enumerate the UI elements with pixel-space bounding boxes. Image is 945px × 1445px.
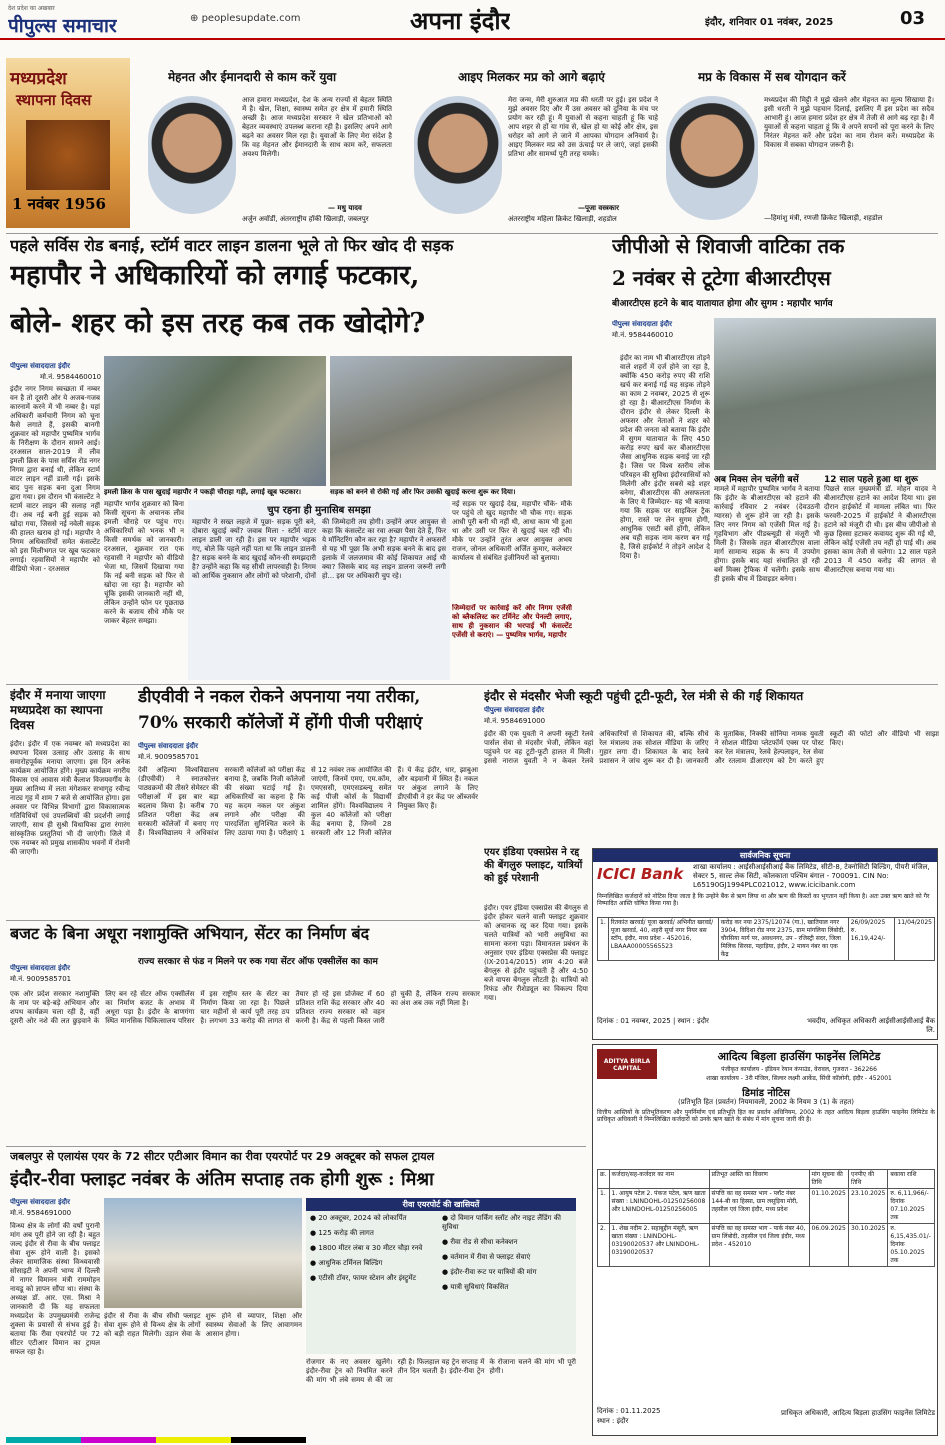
brts-photo xyxy=(714,318,936,470)
website-text: peoplesupdate.com xyxy=(201,13,301,24)
icici-row-npa: 11/04/2025 xyxy=(895,918,935,961)
icici-notice xyxy=(592,848,938,1040)
aditya-row1-demand-date: 01.10.2025 xyxy=(809,1189,849,1224)
aditya-col-name: कर्जदार/सह-कर्जदार का नाम xyxy=(609,1170,709,1189)
davv-byline xyxy=(138,742,248,751)
quote3-by: —हिमांशु मंत्री, रणजी क्रिकेट खिलाड़ी, शहडोल xyxy=(764,214,883,222)
lead-caption-1: इमली क्रिस के पास खुदाई महापौर ने पकड़ी चौराहा गड़ी, लगाई खूब फटकार। xyxy=(104,488,302,496)
mp-day-date: 1 नवंबर 1956 xyxy=(12,195,106,213)
rewa-body: विन्ध्य क्षेत्र के लोगों की वर्षों पुरानी मांग अब पूरी होने जा रही है। बहुत जल्द इंदौर से रीवा के बीच फ्लाइट सेवा शुरू होने वाली है। इसको लेकर सामाजिक संस्था विन्ध्यवासी सोसाइटी ने अपनी भाग्य में दिल्ली में नागर विमानन मंत्री राममोहन नायडू को ज्ञापन सौंपा था। संस्था के अध्यक्ष डॉ. आर. एस. मिश्रा ने जानकारी दी कि यह सफलता मध्यप्रदेश के उपमुख्यमंत्री राजेन्द्र शुक्ला के प्रयासों से संभव हुई है। बताया कि रीवा एयरपोर्ट पर 72 सीटर एटीआर विमान का ट्रायल सफल रहा है। xyxy=(10,1222,100,1356)
aditya-date: दिनांक : 01.11.2025 xyxy=(597,1407,661,1415)
mp-day-story-headline: इंदौर में मनाया जाएगा मध्यप्रदेश का स्थापना दिवस xyxy=(10,688,106,732)
quote2-photo xyxy=(414,96,502,214)
lead-mayor-quote: जिम्मेदारों पर कार्रवाई करें और निगम एजेंसी को ब्लैकलिस्ट कर टर्मिनेट और पेनल्टी लगाए, साथ ही नुकसान की भरपाई भी कंसल्टेंट एजेंसी से कराएं। — पुष्यमित्र भार्गव, महापौर xyxy=(452,604,572,639)
brts-mix-lane-title: अब मिक्स लेन चलेंगी बसें xyxy=(714,475,799,485)
rewa-kicker: जबलपुर से एलायंस एयर के 72 सीटर एटीआर विमान का रीवा एयरपोर्ट पर 29 अक्टूबर को सफल ट्रायल xyxy=(10,1150,435,1163)
brts-subhead: बीआरटीएस हटने के बाद यातायात होगा और सुगम : महापौर भार्गव xyxy=(612,299,833,309)
list-item-text: एटीसी टॉवर, फायर स्टेशन और इंस्ट्रूमेंट xyxy=(318,1274,417,1282)
brts-history-text: पिछले साल मुख्यमंत्री डॉ. मोहन यादव ने बीआरटीएस हटाने का आदेश दिया था। इस दौरान हाईकोर्ट में मामला लंबित था। फिर फरवरी-2025 में हाईकोर्ट ने बीआरटीएस हटाने को मंजूरी दी थी। इस बीच जीपीओ से कुछ हिस्सा हटाकर कवायद शुरू की गई थी, लेकिन कोई एजेंसी तय नहीं हो पाई थी। अब इसका काम तेजी से चलेगा। 12 साल पहले 2013 में 450 करोड़ की लागत से बीआरटीएस बनाया गया था। xyxy=(824,485,936,574)
rewa-bottom-text: रोजगार के नए अवसर खुलेंगे। इंदौर-रीवा ट्रेन को नियमित करने की मांग भी लंबे समय से की जा रही है। फिलहाल यह ट्रेन सप्ताह में तीन दिन चलती है। इंदौर-रीवा ट्रेन के रोजाना चलने की मांग भी पूरी होगी। xyxy=(306,1358,576,1384)
air-india-body: इंदौर। एयर इंडिया एक्सप्रेस की बेंगलुरु से इंदौर होकर चलने वाली फ्लाइट शुक्रवार को अचानक रद्द कर दिया गया। इसके चलते यात्रियों को भारी असुविधा का सामना करना पड़ा। विमानतल प्रबंधन के अनुसार एयर इंडिया एक्सप्रेस की फ्लाइट (IX-2014/2015) शाम 4:20 बजे बेंगलुरु से इंदौर पहुंचती है और 4:50 बजे वापस बेंगलुरु लौटती है। यात्रियों को रिफंड और रीशेड्यूल का विकल्प दिया गया। xyxy=(484,904,588,1002)
quote2-text: मेरा जन्म, मेरी शुरुआत मप्र की धरती पर हुई। इस प्रदेश ने मुझे अवसर दिए और मैं उस अवसर को दुनिया के मंच पर प्रयोग कर रही हूं। मैं युवाओं से कहना चाहती हूं कि चाहे आप शहर से हों या गांव से, खेल हो या कोई और क्षेत्र, इस धरोहर को आगे ले जाने में आपका योगदान अनिवार्य है। आइए मिलकर मप्र को उस ऊंचाई पर ले जाएं, जहां इसकी प्रतिभा और सामर्थ्य पूरी तरह चमके। xyxy=(508,96,658,158)
issue-date: इंदौर, शनिवार 01 नवंबर, 2025 xyxy=(705,17,834,28)
tiger-emblem-icon xyxy=(26,120,110,190)
lead-photo-1 xyxy=(104,356,326,486)
rewa-airport-photo xyxy=(104,1198,302,1308)
lead-headline-1: महापौर ने अधिकारियों को लगाई फटकार, xyxy=(10,260,420,291)
aditya-row1-amount: रु. 6,11,966/- दिनांक 07.10.2025 तक xyxy=(888,1189,935,1224)
scooty-byline-name: पीपुल्स संवाददाता xyxy=(484,706,530,714)
davv-headline-1: डीएवीवी ने नकल रोकने अपनाया नया तरीका, xyxy=(138,687,421,707)
list-item-text: 1800 मीटर लंबा व 30 मीटर चौड़ा रनवे xyxy=(318,1244,423,1252)
aditya-birla-notice xyxy=(592,1044,938,1436)
rewa-headline: इंदौर-रीवा फ्लाइट नवंबर के अंतिम सप्ताह तक होगी शुरू : मिश्रा xyxy=(10,1169,434,1190)
aditya-col-asset: प्रतिभूत आस्ति का विवरण xyxy=(709,1170,809,1189)
list-item: ● दो विमान पार्किंग स्लॉट और नाइट लैंडिंग की सुविधा xyxy=(442,1214,561,1231)
aditya-row2-no: 2. xyxy=(598,1224,610,1267)
lead-body-col1: इंदौर नगर निगम स्वच्छता में नम्बर वन है तो दूसरी ओर ये अजब-गजब कारनामें करने में भी नम्बर है। यहां अधिकारी कर्मचारी निगम को चूना कैसे लगाते हैं, इसकी बानगी शुक्रवार को महापौर पुष्यमित्र भार्गव के निरीक्षण के दौरान सामने आई। दरअसल साल-2019 में लीव इमली क्रिस के पास सर्विस रोड नगर निगम द्वारा बनाई थी, लेकिन स्टार्म वाटर लाइन नहीं डाली गई। इसके बाद पुनः सड़क बना दुआ निगम द्वारा गया। इस दौरान भी कंसल्टेंट ने स्टार्म वाटर लाइन की सलाह नहीं दी। अब नई बनी हुई सड़क को खोदा गया, जिससे नई नवेली सड़क की हालत खराब हो गई। महापौर ने निगम अधिकारियों समेत कंसल्टेंट को इस मिलीभगत पर खूब फटकार लगाई। रहवासियों ने महापौर को वीडियो भेजा - दरअसल xyxy=(10,385,100,573)
aditya-signature: प्राधिकृत अधिकारी, आदित्य बिड़ला हाउसिंग फाइनेंस लिमिटेड xyxy=(780,1409,935,1417)
aditya-col-amount: बकाया राशि xyxy=(888,1170,935,1189)
quote1-title: मेहनत और ईमानदारी से काम करें युवा xyxy=(168,70,337,84)
website-link[interactable] xyxy=(190,13,300,24)
aditya-row2-demand-date: 06.09.2025 xyxy=(809,1224,849,1267)
brts-headline-2: 2 नवंबर से टूटेगा बीआरटीएस xyxy=(612,266,831,290)
aditya-row1-name: 1. आयुष पटेल 2. पंकज पटेल, ऋण खाता संख्या : LNINDOHL-01250256008 और LNINDOHL-01250256005 xyxy=(609,1189,709,1224)
icici-footer: दिनांक : 01 नवम्बर, 2025 | स्थान : इंदौर xyxy=(597,1017,709,1025)
aditya-row2-amount: रु. 6,15,435.01/- दिनांक 05.10.2025 तक xyxy=(888,1224,935,1267)
nasha-mobile: मो.नं. 9009585701 xyxy=(10,975,72,983)
aditya-notice-type: डिमांड नोटिस xyxy=(742,1088,790,1099)
list-item-text: 20 अक्टूबर, 2024 को लोकार्पित xyxy=(318,1214,407,1222)
brts-history-title: 12 साल पहले हुआ था शुरू xyxy=(824,475,918,485)
aditya-row2-asset: संपत्ति का वह समस्त भाग - पार्क नंबर 40, ग्राम लिंबोदी, तहसील एवं जिला इंदौर, मध्य प्रदेश - 452010 xyxy=(709,1224,809,1267)
scooty-mobile: मो.नं. 9584691000 xyxy=(484,717,546,725)
lead-sidebox-title: चुप रहना ही मुनासिब समझा xyxy=(267,505,371,516)
icici-address: शाखा कार्यालय : आईसीआईसीआई बैंक लिमिटेड, सीटी-8, टेक्नोसिटी बिल्डिंग, पीयरी मंजिल, सेक्टर 5, साल्ट लेक सिटी, कोलकाता पश्चिम बंगाल - 700091. CIN No: L65190GJ1994PLC021012, www.icicibank.com xyxy=(693,863,930,889)
aditya-row1-asset: संपत्ति का वह समस्त भाग - प्लॉट नंबर 144-बी का हिस्सा, ग्राम लसूड़िया मोरी, तहसील एवं जिला इंदौर, मध्य प्रदेश xyxy=(709,1189,809,1224)
list-item: ● इंदौर-रीवा रूट पर यात्रियों की मांग xyxy=(442,1268,537,1276)
rewa-facts-list xyxy=(310,1214,436,1289)
mp-day-story-body: इंदौर। इंदौर में एक नवम्बर को मध्यप्रदेश का स्थापना दिवस उत्साह और उत्साह के साथ समारोहपूर्वक मनाया जाएगा। इस दिन अनेक कार्यक्रम आयोजित होंगे। मुख्य कार्यक्रम नगरीय विकास एवं आवास मंत्री कैलाश विजयवर्गीय के मुख्य आतिथ्य में लता मंगेशकर सभागृह रवीन्द्र नाट्य गृह में शाम 7 बजे से आयोजित होगा। इस अवसर पर विभिन्न विभागों द्वारा विकासात्मक गतिविधियों एवं उपलब्धियों की प्रदर्शनी लगाई जाएगी, साथ ही सुश्री विधायिका द्वारा रंगारंग सांस्कृतिक प्रस्तुतियां भी दी जाएंगी। जिले में एक नवम्बर को प्रमुख शासकीय भवनों में रोशनी की जाएगी। xyxy=(10,740,130,856)
list-item: ● 1800 मीटर लंबा व 30 मीटर चौड़ा रनवे xyxy=(310,1244,423,1252)
icici-row-address: करोड़ कर नया 2375/12074 (गा.), खातियाल नगर 3904, विदिशा रोड नगर 2375, ग्राम मांगलिया लिंबोदी, चौरसिया मार्ग पर, अवधनगर, उप - रजिस्ट्री सदर, जिला मिलिक सिरसा, पहाड़िया, इंदौर, 2 मायन नंबर का एक केंद्र xyxy=(718,918,848,961)
list-item-text: वर्तमान में रीवा से फ्लाइट सेवाएं xyxy=(450,1253,531,1261)
davv-mobile: मो.नं. 9009585701 xyxy=(138,753,200,761)
nasha-body: एक ओर प्रदेश सरकार नशामुक्ति के नाम पर बड़े-बड़े अभियान और शपथ कार्यक्रम चला रही है, वहीं दूसरी ओर नशे की लत छुड़वाने के लिए बन रहे सेंटर ऑफ एक्सीलेंस का निर्माण बजट के अभाव में अधूरा पड़ा है। इंदौर के बाणगंगा स्थित मानसिक चिकित्सालय परिसर में इस राष्ट्रीय स्तर के सेंटर का निर्माण किया जा रहा है। पिछले चार महीनों से कार्य पूरी तरह ठप है। लगभग 33 करोड़ की लागत से तैयार हो रहे इस प्रोजेक्ट में 60 प्रतिशत राशि केंद्र सरकार और 40 प्रतिशत राज्य सरकार को वहन करनी है। केंद्र से पहली किस्त जारी हो चुकी है, लेकिन राज्य सरकार का अंश अब तक नहीं मिला है। xyxy=(10,990,480,1025)
scooty-byline xyxy=(484,706,594,715)
table-row xyxy=(598,918,935,961)
scooty-body: इंदौर की एक युवती ने अपनी स्कूटी रेलवे पार्सल सेवा से मंदसौर भेजी, लेकिन वहां पहुंचने पर वह टूटी-फूटी हालत में मिली। इससे नाराज युवती ने न केवल रेलवे अधिकारियों से शिकायत की, बल्कि सीधे रेल मंत्रालय तक सोशल मीडिया के जरिए गुहार लगा दी। शिकायत के बाद रेलवे प्रशासन ने जांच शुरू कर दी है। जानकारी के मुताबिक, निक्की सोनिया नामक युवती ने सोशल मीडिया प्लेटफॉर्म एक्स पर पोस्ट कर रेल मंत्रालय, रेलवे हेल्पलाइन, रेल सेवा और रतलाम डीआरएम को टैग करते हुए स्कूटी की फोटो और वीडियो भी साझा किए। xyxy=(484,730,939,765)
brts-headline-1: जीपीओ से शिवाजी वाटिका तक xyxy=(612,234,845,258)
table-row xyxy=(598,1224,935,1267)
brts-mix-lane-box xyxy=(714,472,820,680)
list-item: ● रीवा रोड से सीधा कनेक्शन xyxy=(442,1238,518,1246)
quote3-title: मप्र के विकास में सब योगदान करें xyxy=(698,70,846,84)
quote3-photo xyxy=(666,96,758,220)
list-item-text: यात्री सुविधाएं विकसित xyxy=(450,1283,509,1291)
aditya-law: (प्रतिभूति हित (प्रवर्तन) नियमावली, 2002 के नियम 3 (1) के तहत) xyxy=(678,1098,854,1106)
air-india-headline: एयर इंडिया एक्सप्रेस ने रद्द की बेंगलुरु फ्लाइट, यात्रियों को हुई परेशानी xyxy=(484,847,583,884)
list-item-text: आधुनिक टर्मिनल बिल्डिंग xyxy=(318,1259,383,1267)
quote1-text: आज हमारा मध्यप्रदेश, देश के अन्य राज्यों से बेहतर स्थिति में है। खेल, शिक्षा, स्वास्थ्य समेत हर क्षेत्र में हमारी स्थिति अच्छी है। आज मध्यप्रदेश सरकार ने खेल प्रतिभाओं को बेहतर व्यवस्थाएं उपलब्ध कराना रही है। इसलिए अपने आगे बढ़ने का अवसर मिल रहा है। युवाओं के लिए मेरा संदेश है कि वह मेहनत और ईमानदारी के साथ काम करें, सफलता अवश्य मिलेगी। xyxy=(242,96,392,158)
list-item: ● वर्तमान में रीवा से फ्लाइट सेवाएं xyxy=(442,1253,531,1261)
aditya-row2-npa-date: 30.10.2025 xyxy=(849,1224,888,1267)
lead-body-col2: महापौर भार्गव शुक्रवार को बिना किसी सूचना के अचानक लीव इमली चौराहे पर पहुंच गए। अधिकारियों को भनक भी न किसी समर्थक को जानकारी। दरअसल, शुक्रवार रात एक रहवासी ने महापौर को वीडियो भेजा था, जिसमें दिखाया गया कि नई बनी सड़क को फिर से खोदा जा रहा है। महापौर को चूंकि इसकी जानकारी नहीं थी, लेकिन उन्होंने फोन पर पूछताछ करने के बजाय सीधे मौके पर जाकर बेहतर समझा। xyxy=(104,500,184,625)
brand-name: पीपुल्स समाचार xyxy=(8,15,117,37)
lead-mobile: मो.नं. 9584460010 xyxy=(40,373,102,381)
icici-row-amount: रु. 16,19,424/- xyxy=(850,927,886,942)
quote2-by: —पूजा वस्त्रकार xyxy=(578,204,619,212)
nasha-byline-place: इंदौर xyxy=(58,964,70,972)
globe-icon: ⊕ xyxy=(190,13,202,24)
icici-note: निम्नलिखित कर्जदारों को नोटिस दिया जाता है कि उन्होंने बैंक से ऋण लिया था और ऋण की किस्तों का भुगतान नहीं किया है। अतः उक्त ऋण खाते को गैर निष्पादित आस्ति घोषित किया गया है। xyxy=(597,893,930,907)
rewa-facts-list-2 xyxy=(442,1214,572,1298)
list-item: ● यात्री सुविधाएं विकसित xyxy=(442,1283,509,1291)
list-item: ● एटीसी टॉवर, फायर स्टेशन और इंस्ट्रूमेंट xyxy=(310,1274,417,1282)
quote1-photo xyxy=(148,96,236,214)
lead-photo-2 xyxy=(330,356,572,486)
aditya-place: स्थान : इंदौर xyxy=(597,1417,629,1425)
aditya-body: वित्तीय आस्तियों के प्रतिभूतिकरण और पुनर्निर्माण एवं प्रतिभूति हित का प्रवर्तन अधिनियम, 2002 के तहत आदित्य बिड़ला हाउसिंग फाइनेंस लिमिटेड के प्राधिकृत अधिकारी ने निम्नलिखित कर्जदारों को उनके ऋण खाते के संबंध में मांग सूचना जारी की है। xyxy=(597,1109,935,1123)
list-item: ● 20 अक्टूबर, 2024 को लोकार्पित xyxy=(310,1214,407,1222)
aditya-row1-no: 1. xyxy=(598,1189,610,1224)
quotes-strip xyxy=(138,44,938,232)
list-item: ● आधुनिक टर्मिनल बिल्डिंग xyxy=(310,1259,383,1267)
brts-byline-place: इंदौर xyxy=(660,320,672,328)
brts-history-box xyxy=(824,472,936,680)
brts-mobile: मो.नं. 9584460010 xyxy=(612,331,674,339)
brts-mix-lane-text: मामले में महापौर पुष्यमित्र भार्गव ने बताया कि इंदौर के बीआरटीएस को हटाने की कार्रवाई रविवार 2 नवंबर (देवउठनी ग्यारस) से शुरू होने जा रही है। इसके लिए नगर निगम को एजेंसी मिल गई है। गृहविभाग और पीडब्ल्यूडी से मंजूरी भी मिली है। जिसके तहत बीआरटीएस वाला मार्ग सामान्य सड़क के रूप में उपयोग होगा। इसके बाद यहां संचालित हो रही बसें मिक्स ट्रैफिक में चलेंगी। इसके साथ ही इसके बीच में डिवाइडर बनेगा। xyxy=(714,485,820,583)
quote3-text: मध्यप्रदेश की मिट्टी ने मुझे खेलने और मेहनत का मूल्य सिखाया है। इसी धरती ने मुझे पहचान दिलाई, इसलिए मैं इस प्रदेश का सदैव आभारी हूं। आज हमारा प्रदेश हर क्षेत्र में तेजी से आगे बढ़ रहा है। मैं युवाओं से कहना चाहता हूं कि वे अपने सपनों को पूरा करने के लिए निरंतर मेहनत करें और प्रदेश का नाम रोशन करें। मध्यप्रदेश के विकास में सबका योगदान जरूरी है। xyxy=(764,96,934,149)
nasha-headline: बजट के बिना अधूरा नशामुक्ति अभियान, सेंटर का निर्माण बंद xyxy=(10,924,370,943)
brts-body: इंदौर का नाम भी बीआरटीएस तोड़ने वाले शहरों में दर्ज होने जा रहा है, क्योंकि 450 करोड़ रुपए की राशि खर्च कर बनाई गई यह सड़क तोड़ने का काम 2 नवम्बर, 2025 से शुरू हो रहा है। बीआरटीएस निर्माण के दौरान इंदौर से लेकर दिल्ली के अफसर और नेताओं ने शहर को प्रदेश की जनता को बताया कि इंदौर में सुगम यातायात के लिए 450 करोड़ रुपए खर्च कर बीआरटीएस जैसा आधुनिक सड़क बनाई जा रही है। जिस पर विश्व स्तरीय लोक परिवहन की सुविधा इंदौरवासियों को मिलेगी और इंदौर सबसे बड़े शहर बनेगा, बीआरटीएस की असफलता के लिए ये जिम्मेदार- यह भी बताया गया कि सड़क पर साइकिल ट्रैक होगा, रास्ते पर लेन सुगम होगी, आधुनिक एसटी बसें होंगी, लेकिन अब यही सड़क नाम करण बन गई है, जिसे हाईकोर्ट ने तोड़ने आदेश दे दिया है। xyxy=(620,354,710,560)
masthead-brand xyxy=(8,4,117,38)
page-number: 03 xyxy=(900,8,926,29)
table-header-row xyxy=(598,1170,935,1189)
scooty-headline: इंदौर से मंदसौर भेजी स्कूटी पहुंची टूटी-फूटी, रेल मंत्री से की गई शिकायत xyxy=(484,689,804,703)
icici-logo: ICICI Bank xyxy=(597,865,684,883)
quote2-title: आइए मिलकर मप्र को आगे बढ़ाएं xyxy=(458,70,605,84)
aditya-row2-name: 1. शेख नदीम 2. सहाबुद्दीन मंसूरी, ऋण खाता संख्या : LNINDOHL-03190020537 और LNINDOHL-03190020537 xyxy=(609,1224,709,1267)
davv-byline-place: इंदौर xyxy=(186,742,198,750)
icici-signature: भवदीय, अधिकृत अधिकारी आईसीआईसीआई बैंक लि. xyxy=(807,1017,935,1034)
aditya-birla-logo: ADITYA BIRLA CAPITAL xyxy=(597,1049,657,1079)
nasha-byline-name: पीपुल्स संवाददाता xyxy=(10,964,56,972)
mp-day-line1: मध्यप्रदेश xyxy=(10,69,67,89)
icici-row-date: 26/09/2025 xyxy=(850,919,886,926)
aditya-col-no: क्र. xyxy=(598,1170,610,1189)
quote1-by: — मधु यादव xyxy=(328,204,362,212)
icici-notice-title: सार्वजनिक सूचना xyxy=(593,849,937,862)
lead-headline-2: बोले- शहर को इस तरह कब तक खोदोगे? xyxy=(10,308,426,339)
rewa-mobile: मो.नं. 9584691000 xyxy=(10,1209,72,1217)
icici-table xyxy=(597,917,935,961)
brand-tagline: देश प्रदेश का अखबार xyxy=(8,5,55,12)
rewa-byline-place: इंदौर xyxy=(58,1198,70,1206)
aditya-branch-address: शाखा कार्यालय - 3री मंजिल, सिल्वर लक्ष्मी आर्केड, सिंधी कॉलोनी, इंदौर - 452001 xyxy=(706,1075,892,1082)
nasha-subhead: राज्य सरकार से फंड न मिलने पर रुक गया सेंटर ऑफ एक्सीलेंस का काम xyxy=(138,957,378,967)
rewa-byline-name: पीपुल्स संवाददाता xyxy=(10,1198,56,1206)
table-row xyxy=(598,1189,935,1224)
rewa-facts-title: रीवा एयरपोर्ट की खासियतें xyxy=(306,1198,576,1211)
section-title: अपना इंदौर xyxy=(410,6,511,35)
rewa-body-cont: इंदौर से रीवा के बीच सीधी फ्लाइट सेवा शुरू होने से विन्ध्य क्षेत्र के लोगों को बड़ी राहत मिलेगी। उड़ान सेवा के शुरू होने से व्यापार, शिक्षा और स्वास्थ्य सेवाओं के लिए आवागमन आसान होगा। xyxy=(104,1312,302,1338)
icici-row-name: रितकांत खरवर्ड/ पूजा खरवर्ड/ अभिनीत खरवर्ड/ पूजा खरवर्ड, 40, शहरी सूर्या नगर नियर बस स्टॉप, इंदौर, मध्य प्रदेश - 452016, LBAAA00005565523 xyxy=(608,918,718,961)
nasha-byline xyxy=(10,964,130,973)
print-color-bar xyxy=(6,1437,306,1443)
list-item-text: 125 करोड़ की लागत xyxy=(318,1229,374,1237)
icici-row-no: 1. xyxy=(598,918,609,961)
mp-day-line2: स्थापना दिवस xyxy=(16,91,92,109)
lead-sidebox xyxy=(188,500,450,680)
rewa-facts-box xyxy=(306,1198,576,1354)
quote2-role: अंतरराष्ट्रीय महिला क्रिकेट खिलाड़ी, शहडोल xyxy=(508,215,617,223)
lead-body-col3: नई सड़क पर खुदाई देख, महापौर चौंके- मौके पर पहुंचे तो खुद महापौर भी चौक गए। सड़क आधी पूरी बनी थी नहीं थी, आधा काम भी हुआ था और उसी पर फिर से खुदाई चल रही थी। मौके पर उन्होंने तुरंत अपर आयुक्त अभय राजन, जोनल अधिकारी अर्जित कुमार, कलेक्टर कार्यालय से संबंधित इंजीनियरों को बुलाया। xyxy=(452,500,572,562)
brts-byline xyxy=(612,320,722,329)
davv-body: देवी अहिल्या विश्वविद्यालय (डीएवीवी) ने स्नातकोत्तर पाठ्यक्रमों की तीसरे सेमेस्टर की परीक्षाओं में इस बार बड़ा बदलाव किया है। करीब 70 प्रतिशत परीक्षा केंद्र अब सरकारी कॉलेजों में बनाए गए हैं। विश्वविद्यालय ने अधिकांश सरकारी कॉलेजों को परीक्षा केंद्र बनाया है, जबकि निजी कॉलेजों की संख्या घटाई गई है। अधिकारियों का कहना है कि यह कदम नकल पर अंकुश लगाने और परीक्षा की पारदर्शिता सुनिश्चित करने के लिए उठाया गया है। परीक्षाएं 1 से 12 नवंबर तक आयोजित की जाएंगी, जिनमें एमए, एम.कॉम, एमएससी, एमएसडब्ल्यू समेत कई पीजी कोर्स के विद्यार्थी शामिल होंगे। विश्वविद्यालय ने कुल 40 कॉलेजों को परीक्षा केंद्र बनाया है, जिनमें 28 सरकारी और 12 निजी कॉलेज हैं। ये केंद्र इंदौर, धार, झाबुआ और बड़वानी में स्थित हैं। नकल पर अंकुश लगाने के लिए डीएवीवी ने हर केंद्र पर ऑब्जर्वर नियुक्त किए हैं। xyxy=(138,766,478,837)
davv-headline-2: 70% सरकारी कॉलेजों में होंगी पीजी परीक्षाएं xyxy=(138,713,423,733)
brts-byline-name: पीपुल्स संवाददाता xyxy=(612,320,658,328)
aditya-col-npa-date: एनपीए की तिथि xyxy=(849,1170,888,1189)
aditya-col-demand-date: मांग सूचना की तिथि xyxy=(809,1170,849,1189)
lead-byline-place: इंदौर xyxy=(58,362,70,370)
quote1-role: अर्जुन अवॉर्डी, अंतरराष्ट्रीय हॉकी खिलाड़ी, जबलपुर xyxy=(242,215,369,223)
lead-kicker: पहले सर्विस रोड बनाई, स्टॉर्म वाटर लाइन डालना भूले तो फिर खोद दी सड़क xyxy=(10,236,454,255)
mp-day-panel xyxy=(6,58,130,228)
aditya-title: आदित्य बिड़ला हाउसिंग फाइनेंस लिमिटेड xyxy=(717,1050,881,1063)
scooty-byline-place: इंदौर xyxy=(532,706,544,714)
list-item-text: इंदौर-रीवा रूट पर यात्रियों की मांग xyxy=(450,1268,537,1276)
aditya-table xyxy=(597,1169,935,1267)
lead-sidebox-text: महापौर ने सख्त लहजे में पूछा- सड़क पूरी बने, दोबारा खुदाई क्यों? जवाब मिला - स्टॉर्म वाटर लाइन डाली जा रही है। इस पर महापौर भड़क गए, बोले कि पहले नहीं पता था कि लाइन डालनी है? सड़क बनने के बाद खुदाई कौन-सी समझदारी है? उन्होंने कहा कि यह सीधी लापरवाही है। निगम को आर्थिक नुकसान और लोगों को परेशानी, दोनों की जिम्मेदारी तय होगी। उन्होंने अपर आयुक्त से कहा कि कंसल्टेंट का रवा अच्छा पैसा देते हैं, फिर ये मॉनिटरिंग कौन कर रहा है? महापौर ने अफसरों से यह भी पूछा कि अभी सड़क बनने के बाद इस इलाके में जलजमाव की कोई शिकायत आई थी क्या? जिसके बाद यह लाइन डालना जरूरी लगी हो... इस पर अधिकारी चुप रहे। xyxy=(192,518,446,580)
aditya-registered-address: पंजीकृत कार्यालय - इंडियन रेयान कंपाउंड, वेरावल, गुजरात - 362266 xyxy=(721,1066,877,1073)
davv-byline-name: पीपुल्स संवाददाता xyxy=(138,742,184,750)
lead-byline-name: पीपुल्स संवाददाता xyxy=(10,362,56,370)
list-item-text: रीवा रोड से सीधा कनेक्शन xyxy=(450,1238,518,1246)
lead-caption-2: सड़क को बनने से रोकी गई और फिर उसकी खुदाई करना शुरू कर दिया। xyxy=(330,488,516,496)
aditya-row1-npa-date: 23.10.2025 xyxy=(849,1189,888,1224)
list-item-text: दो विमान पार्किंग स्लॉट और नाइट लैंडिंग की सुविधा xyxy=(442,1214,561,1231)
list-item: ● 125 करोड़ की लागत xyxy=(310,1229,374,1237)
